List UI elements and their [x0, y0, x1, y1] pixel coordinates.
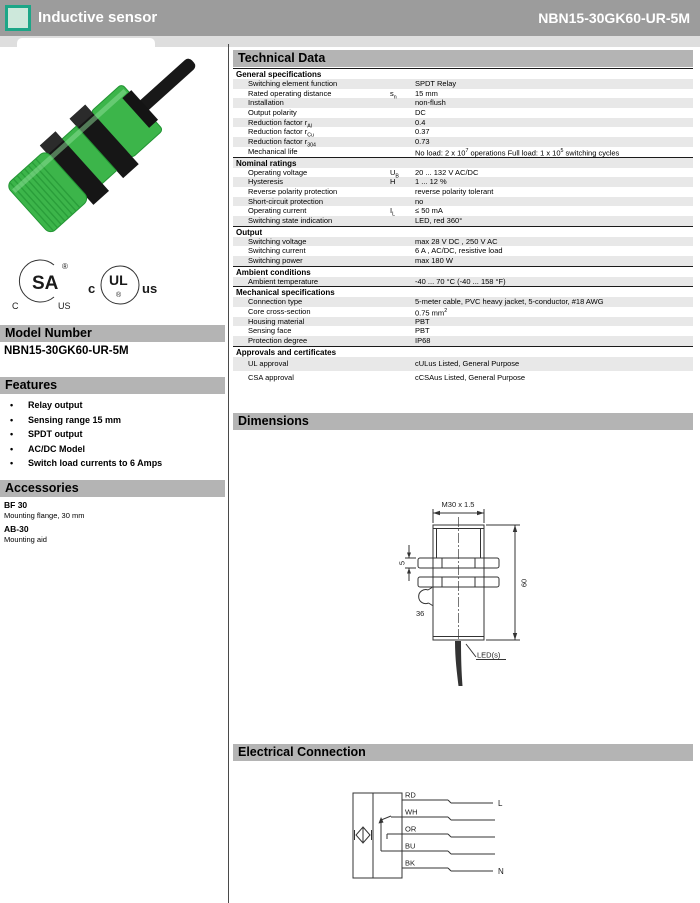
spec-symbol: $U_B$	[390, 167, 399, 179]
spec-label: Rated operating distance	[248, 88, 332, 98]
feature-item: • Relay output	[0, 398, 225, 413]
spec-row	[233, 147, 693, 157]
spec-value: 1 ... 12 %	[415, 177, 447, 187]
spec-value: 15 mm	[415, 88, 438, 98]
spec-value: 0.37	[415, 127, 430, 137]
spec-section-title: Mechanical specifications	[233, 286, 693, 297]
spec-row	[233, 307, 693, 317]
spec-symbol: $I_L$	[390, 206, 396, 218]
spec-label: Installation	[248, 98, 284, 108]
length-dimension-label: 60	[519, 578, 529, 588]
accessory-desc: Mounting aid	[4, 535, 47, 544]
spec-row	[233, 79, 693, 89]
dimension-drawing	[233, 433, 693, 741]
spec-label: Switching current	[248, 246, 306, 256]
spec-label: Switching state indication	[248, 215, 333, 225]
ul-reg-mark: ®	[116, 292, 122, 299]
features-heading: Features	[0, 377, 225, 394]
spec-symbol: $s_n$	[390, 88, 397, 101]
technical-data-table	[233, 68, 693, 385]
spec-value: DC	[415, 108, 426, 118]
ul-logo	[80, 261, 160, 309]
spec-label: Core cross-section	[248, 307, 311, 317]
electrical-connection-diagram	[233, 784, 693, 903]
spec-label: Reverse polarity protection	[248, 186, 338, 196]
spec-value: IP68	[415, 336, 431, 346]
spec-symbol	[390, 216, 415, 226]
spec-value: non-flush	[415, 98, 446, 108]
spec-row	[233, 277, 693, 287]
column-divider	[228, 44, 229, 903]
ul-us-label: us	[142, 281, 158, 296]
spec-label: Sensing face	[248, 326, 292, 336]
spec-section-title: Approvals and certificates	[233, 346, 693, 357]
feature-item: • AC/DC Model	[0, 442, 225, 457]
spec-row	[233, 206, 693, 216]
spec-value: reverse polarity tolerant	[415, 186, 494, 196]
terminal-label-neutral: N	[498, 867, 504, 876]
spec-symbol	[390, 197, 415, 207]
model-number-heading: Model Number	[0, 325, 225, 342]
spec-section-title: General specifications	[233, 68, 693, 79]
spec-value: No load: 2 x $10^7$ operations Full load: 1 x $10^5$ switching cycles	[415, 147, 620, 158]
spec-label: Switching power	[248, 256, 303, 265]
terminal-label-line: L	[498, 799, 503, 808]
wire-label-rd: RD	[405, 790, 416, 800]
spec-section-title: Output	[233, 226, 693, 237]
spec-row	[233, 246, 693, 256]
spec-row	[233, 357, 693, 371]
spec-row	[233, 256, 693, 266]
ul-c-label: c	[88, 281, 96, 296]
spec-row	[233, 317, 693, 327]
header-substrip	[0, 36, 700, 47]
spec-value: 0.4	[415, 117, 426, 127]
spec-row	[233, 336, 693, 346]
spec-symbol	[390, 79, 415, 89]
spec-label: Hysteresis	[248, 177, 284, 187]
spec-value: ≤ 50 mA	[415, 206, 443, 216]
spec-row	[233, 98, 693, 108]
spec-value: -40 ... 70 °C (-40 ... 158 °F)	[415, 276, 506, 286]
spec-row	[233, 127, 693, 137]
spec-value: 20 ... 132 V AC/DC	[415, 167, 479, 177]
spec-symbol	[390, 371, 415, 385]
accessory-code: BF 30	[4, 500, 28, 510]
spec-value: PBT	[415, 326, 430, 336]
wrench-size-label: 36	[416, 609, 425, 618]
wrench-icon	[419, 588, 433, 606]
accessories-list	[4, 500, 224, 548]
spec-label: Reduction factor $r_{304}$	[248, 137, 316, 149]
electrical-heading: Electrical Connection	[233, 744, 693, 761]
spec-row	[233, 108, 693, 118]
thread-dimension-label: M30 x 1.5	[441, 500, 475, 509]
spec-row	[233, 89, 693, 99]
spec-row	[233, 216, 693, 226]
spec-value: cULus Listed, General Purpose	[415, 358, 520, 368]
spec-label: Reduction factor $r_{Al}$	[248, 117, 312, 130]
spec-label: Operating voltage	[248, 167, 308, 177]
photo-box-tab	[17, 38, 155, 47]
product-photo	[8, 50, 218, 253]
csa-logo	[10, 255, 76, 311]
spec-symbol	[390, 297, 415, 307]
inductive-sensor-symbol	[355, 827, 372, 843]
cable	[137, 57, 198, 114]
spec-label: Operating current	[248, 206, 307, 216]
spec-symbol	[390, 357, 415, 371]
accessory-item	[4, 524, 224, 544]
spec-row	[233, 118, 693, 128]
left-column	[0, 47, 228, 903]
spec-symbol	[390, 256, 415, 266]
spec-value: PBT	[415, 316, 430, 326]
ul-logo-mark: UL	[109, 272, 128, 288]
spec-symbol	[390, 237, 415, 247]
led-label: LED(s)	[477, 650, 501, 660]
relay-contact-symbol	[379, 816, 403, 851]
feature-item: • Sensing range 15 mm	[0, 413, 225, 428]
spec-symbol	[390, 246, 415, 256]
spec-value: max 180 W	[415, 256, 453, 265]
spec-symbol	[390, 108, 415, 118]
spec-row	[233, 187, 693, 197]
spec-symbol	[390, 277, 415, 287]
cable-drawing	[455, 641, 463, 686]
brand-icon	[5, 5, 31, 31]
model-number-value: NBN15-30GK60-UR-5M	[4, 345, 129, 357]
csa-c-label: C	[12, 301, 19, 311]
spec-section-title: Ambient conditions	[233, 266, 693, 277]
spec-symbol	[390, 336, 415, 346]
spec-value: SPDT Relay	[415, 79, 457, 88]
spec-value: 0.75 $mm^2$	[415, 308, 448, 318]
spec-symbol	[390, 326, 415, 336]
spec-label: Switching element function	[248, 79, 338, 88]
accessory-desc: Mounting flange, 30 mm	[4, 511, 85, 520]
wire-label-wh: WH	[405, 807, 418, 817]
spec-label: UL approval	[248, 358, 289, 368]
wire-label-or: OR	[405, 824, 417, 834]
spec-label: Output polarity	[248, 108, 297, 118]
spec-value: 0.73	[415, 137, 430, 147]
feature-item: • Switch load currents to 6 Amps	[0, 456, 225, 471]
spec-label: Ambient temperature	[248, 276, 319, 286]
page-title: Inductive sensor	[38, 9, 158, 26]
accessory-code: AB-30	[4, 524, 29, 534]
spec-row	[233, 237, 693, 247]
wire-label-bk: BK	[405, 858, 416, 868]
csa-logo-mark: SA	[32, 273, 59, 294]
spec-symbol	[390, 147, 415, 158]
spec-value: no	[415, 196, 424, 206]
right-column	[233, 47, 693, 903]
spec-value: 6 A , AC/DC, resistive load	[415, 246, 503, 256]
spec-row	[233, 137, 693, 147]
nut-height-label: 5	[397, 560, 407, 566]
spec-value: cCSAus Listed, General Purpose	[415, 373, 526, 383]
spec-row	[233, 326, 693, 336]
spec-label: Short-circuit protection	[248, 196, 324, 206]
header-bar	[0, 0, 700, 36]
features-list	[0, 398, 225, 471]
accessory-item	[4, 500, 224, 520]
spec-label: Housing material	[248, 316, 305, 326]
spec-label: Reduction factor $r_{Cu}$	[248, 127, 314, 139]
csa-reg-mark: ®	[62, 262, 68, 271]
feature-item: • SPDT output	[0, 427, 225, 442]
spec-label: Connection type	[248, 297, 303, 307]
spec-value: LED, red 360°	[415, 215, 463, 225]
spec-label: Protection degree	[248, 336, 308, 346]
spec-label: CSA approval	[248, 373, 294, 383]
spec-row	[233, 297, 693, 307]
spec-row	[233, 177, 693, 187]
header-part-number: NBN15-30GK60-UR-5M	[538, 10, 690, 26]
spec-symbol	[390, 98, 415, 108]
spec-row	[233, 371, 693, 385]
spec-row	[233, 168, 693, 178]
accessories-heading: Accessories	[0, 480, 225, 497]
spec-symbol	[390, 317, 415, 327]
spec-row	[233, 197, 693, 207]
dimensions-heading: Dimensions	[233, 413, 693, 430]
wire-label-bu: BU	[405, 841, 416, 851]
spec-value: max 28 V DC , 250 V AC	[415, 236, 498, 246]
csa-us-label: US	[58, 301, 71, 311]
spec-label: Switching voltage	[248, 236, 307, 246]
spec-section-title: Nominal ratings	[233, 157, 693, 168]
technical-data-heading: Technical Data	[233, 50, 693, 67]
spec-symbol	[390, 187, 415, 197]
spec-label: Mechanical life	[248, 146, 298, 156]
spec-symbol: H	[390, 177, 396, 187]
spec-value: 5-meter cable, PVC heavy jacket, 5-conductor, #18 AWG	[415, 297, 604, 307]
